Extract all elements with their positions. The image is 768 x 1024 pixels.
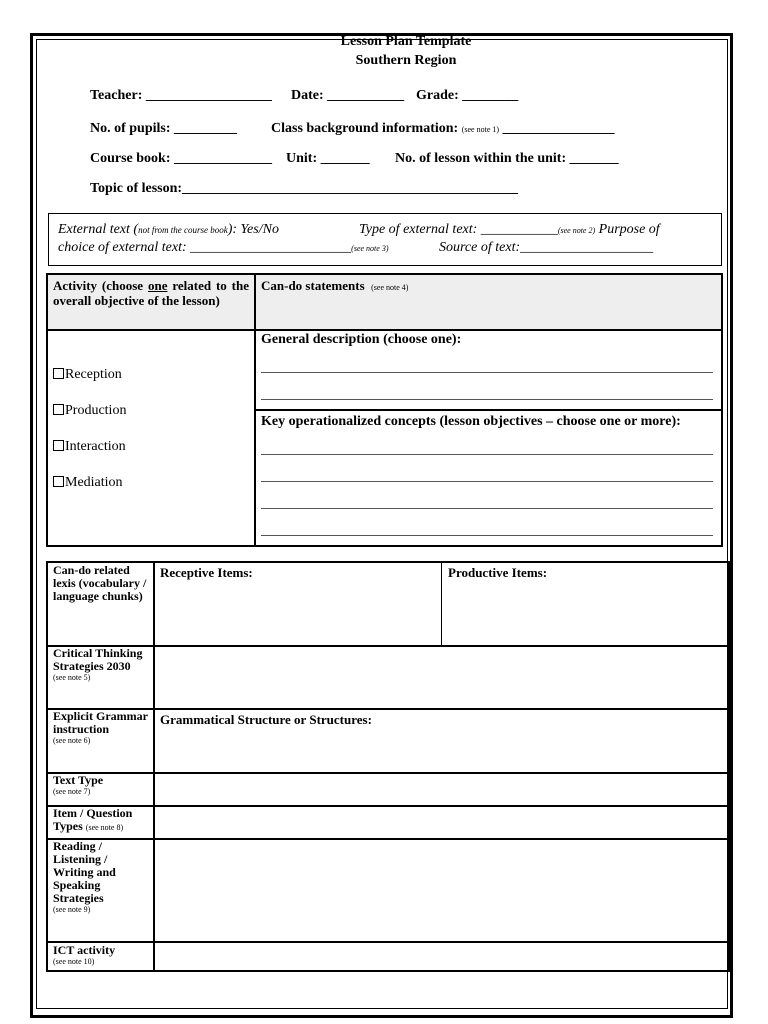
course-book-field[interactable]: Course book: ______________ <box>90 151 273 166</box>
note-7: (see note 7) <box>53 787 91 796</box>
checkbox-icon[interactable] <box>53 368 64 379</box>
class-background-label: Class background information: <box>271 121 459 136</box>
row-divider-1 <box>48 645 728 647</box>
activity-header: Activity (choose one related to the overall objective of the lesson) <box>53 278 250 308</box>
activity-header-divider <box>48 329 721 331</box>
key-line-3[interactable] <box>261 508 713 509</box>
ict-label: ICT activity (see note 10) <box>53 944 149 966</box>
table-column-divider <box>153 563 155 970</box>
note-1: (see note 1) <box>461 125 500 134</box>
checkbox-icon[interactable] <box>53 404 64 415</box>
option-production[interactable]: Production <box>53 403 126 419</box>
pupils-field[interactable]: No. of pupils: _________ <box>90 121 238 136</box>
general-line-2[interactable] <box>261 399 713 400</box>
row-divider-6 <box>48 941 728 943</box>
unit-field[interactable]: Unit: _______ <box>286 151 370 166</box>
row-divider-3 <box>48 772 728 774</box>
lexis-divider <box>441 563 442 645</box>
item-types-label: Item / Question Types (see note 8) <box>53 806 133 833</box>
external-text-box <box>48 213 722 266</box>
note-8: (see note 8) <box>85 823 124 832</box>
type-external-label: Type of external text: ___________ <box>359 222 558 237</box>
page-subtitle: Southern Region <box>355 53 457 68</box>
note-2: (see note 2) <box>557 226 596 235</box>
date-field[interactable]: Date: ___________ <box>291 88 405 103</box>
page-title: Lesson Plan Template <box>340 34 472 49</box>
choice-label: choice of external text: _______________________ <box>58 240 352 255</box>
note-4: (see note 4) <box>371 283 409 292</box>
receptive-items-label[interactable]: Receptive Items: <box>160 565 253 580</box>
text-type-label: Text Type (see note 7) <box>53 774 149 796</box>
purpose-label: Purpose of <box>598 222 660 237</box>
note-6: (see note 6) <box>53 736 91 745</box>
external-text-yes-no[interactable]: ): Yes/No <box>227 222 279 237</box>
critical-thinking-label: Critical Thinking Strategies 2030 (see note 5) <box>53 647 149 682</box>
general-key-divider <box>256 409 721 411</box>
external-text-note: not from the course book <box>138 225 228 235</box>
option-mediation[interactable]: Mediation <box>53 475 123 491</box>
lexis-label: Can-do related lexis (vocabulary / language chunks) <box>53 563 147 603</box>
teacher-field[interactable]: Teacher: __________________ <box>90 88 272 103</box>
grade-field[interactable]: Grade: ________ <box>416 88 519 103</box>
key-line-4[interactable] <box>261 535 713 536</box>
grammar-label: Explicit Grammar instruction (see note 6) <box>53 709 148 745</box>
row-divider-5 <box>48 838 728 840</box>
note-10: (see note 10) <box>53 957 95 966</box>
external-text-label: External text ( <box>58 222 139 237</box>
strategies-cell[interactable] <box>156 841 726 939</box>
lesson-number-field[interactable]: No. of lesson within the unit: _______ <box>395 151 619 166</box>
class-background-field[interactable] <box>271 121 615 137</box>
general-description-label: General description (choose one): <box>261 332 462 347</box>
choice-external-text[interactable] <box>58 239 389 258</box>
source-of-text[interactable]: Source of text:___________________ <box>439 240 654 255</box>
strategies-label: Reading / Listening / Writing and Speaking Strategies (see note 9) <box>53 840 149 914</box>
checkbox-icon[interactable] <box>53 440 64 451</box>
can-do-statements-header: Can-do statements (see note 4) <box>261 278 409 293</box>
note-5: (see note 5) <box>53 673 91 682</box>
text-type-cell[interactable] <box>156 775 726 803</box>
key-concepts-label: Key operationalized concepts (lesson objectives – choose one or more): <box>261 414 681 429</box>
note-9: (see note 9) <box>53 905 91 914</box>
item-types-cell[interactable] <box>156 808 726 836</box>
type-external-text[interactable] <box>359 221 660 240</box>
note-3: (see note 3) <box>351 244 389 253</box>
productive-items-label[interactable]: Productive Items: <box>448 565 548 580</box>
option-reception[interactable]: Reception <box>53 367 122 383</box>
key-line-2[interactable] <box>261 481 713 482</box>
option-interaction[interactable]: Interaction <box>53 439 126 455</box>
row-divider-2 <box>48 708 728 710</box>
class-background-line: ________________ <box>502 121 615 136</box>
external-text-line-1 <box>58 221 279 239</box>
key-line-1[interactable] <box>261 454 713 455</box>
topic-field[interactable]: Topic of lesson:________________________________________________ <box>90 181 519 196</box>
critical-thinking-cell[interactable] <box>156 648 726 706</box>
ict-cell[interactable] <box>156 944 726 970</box>
general-line-1[interactable] <box>261 372 713 373</box>
grammar-structure-label[interactable]: Grammatical Structure or Structures: <box>160 712 372 727</box>
checkbox-icon[interactable] <box>53 476 64 487</box>
